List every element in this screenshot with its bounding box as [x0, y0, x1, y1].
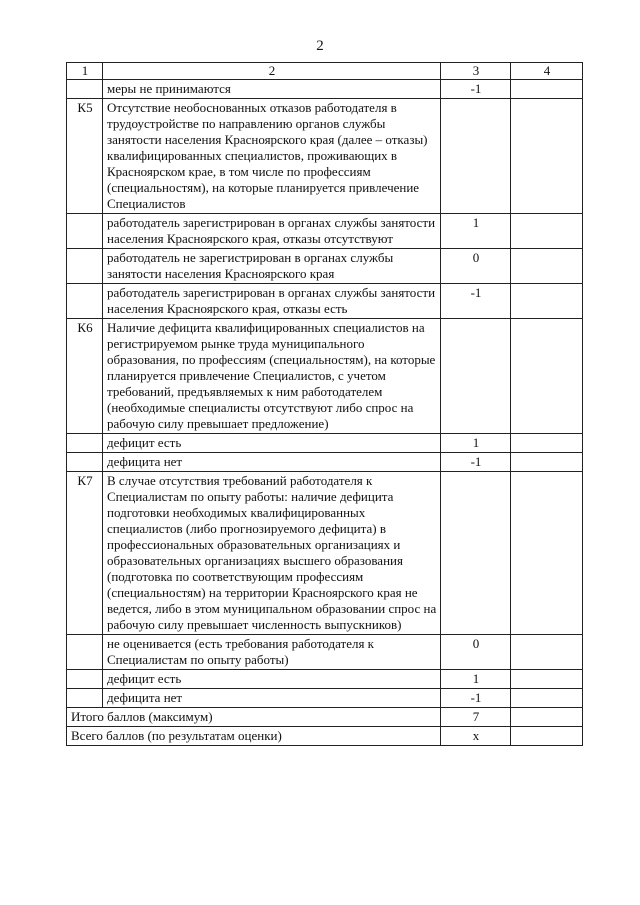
criterion-code [67, 214, 103, 249]
table-row [67, 472, 583, 635]
result-cell [511, 453, 583, 472]
criterion-code: К5 [67, 99, 103, 214]
table-row [67, 670, 583, 689]
result-cell [511, 472, 583, 635]
criterion-text: дефицита нет [103, 453, 441, 472]
score-cell: -1 [441, 453, 511, 472]
header-col-4: 4 [511, 63, 583, 80]
score-cell: 1 [441, 670, 511, 689]
total-label: Итого баллов (максимум) [67, 708, 441, 727]
table-row [67, 453, 583, 472]
score-cell [441, 99, 511, 214]
criterion-text: меры не принимаются [103, 80, 441, 99]
criterion-text: В случае отсутствия требований работодателя к Специалистам по опыту работы: наличие дефицита подготовки необходимых квалифицированных специалистов (либо прогнозируемого дефицита) в профессиональных образовательных организациях и образовательных организациях высшего образования (подготовка по соответствующим профессиям (специальностям) на территории Красноярского края не ведется, либо в этом муниципальном образовании спрос на рабочую силу превышает численность выпускников) [103, 472, 441, 635]
total-row [67, 708, 583, 727]
criterion-code [67, 249, 103, 284]
header-col-1: 1 [67, 63, 103, 80]
result-cell [511, 80, 583, 99]
total-result-cell [511, 708, 583, 727]
result-cell [511, 214, 583, 249]
result-cell [511, 99, 583, 214]
header-col-3: 3 [441, 63, 511, 80]
table-row [67, 214, 583, 249]
table-row [67, 319, 583, 434]
score-cell: 0 [441, 249, 511, 284]
table-row [67, 99, 583, 214]
table-row [67, 80, 583, 99]
total-score: x [441, 727, 511, 746]
criterion-text: Отсутствие необоснованных отказов работодателя в трудоустройстве по направлению органов службы занятости населения Красноярского края (далее – отказы) квалифицированных специалистов, проживающих в Красноярском крае, в том числе по профессиям (специальностям), на которые планируется привлечение Специалистов [103, 99, 441, 214]
score-cell: -1 [441, 284, 511, 319]
criterion-code: К6 [67, 319, 103, 434]
criterion-text: работодатель не зарегистрирован в органах службы занятости населения Красноярского края [103, 249, 441, 284]
total-result-cell [511, 727, 583, 746]
total-score: 7 [441, 708, 511, 727]
result-cell [511, 284, 583, 319]
criterion-code [67, 670, 103, 689]
result-cell [511, 670, 583, 689]
criterion-code: К7 [67, 472, 103, 635]
criterion-code [67, 689, 103, 708]
table-header-row [67, 63, 583, 80]
criterion-code [67, 434, 103, 453]
criterion-code [67, 635, 103, 670]
table-row [67, 635, 583, 670]
score-cell: -1 [441, 689, 511, 708]
result-cell [511, 635, 583, 670]
score-cell: 0 [441, 635, 511, 670]
result-cell [511, 689, 583, 708]
result-cell [511, 434, 583, 453]
criterion-text: не оценивается (есть требования работодателя к Специалистам по опыту работы) [103, 635, 441, 670]
header-col-2: 2 [103, 63, 441, 80]
score-cell: -1 [441, 80, 511, 99]
table-row [67, 689, 583, 708]
criterion-text: работодатель зарегистрирован в органах службы занятости населения Красноярского края, отказы отсутствуют [103, 214, 441, 249]
score-cell: 1 [441, 214, 511, 249]
table-row [67, 249, 583, 284]
total-label: Всего баллов (по результатам оценки) [67, 727, 441, 746]
page-number: 2 [316, 38, 324, 54]
result-cell [511, 249, 583, 284]
table-row [67, 434, 583, 453]
criterion-text: Наличие дефицита квалифицированных специалистов на регистрируемом рынке труда муниципального образования, по профессиям (специальностям), на которые планируется привлечение Специалистов, с учетом требований, предъявляемых к ним работодателем (необходимые специалисты отсутствуют либо спрос на рабочую силу превышает предложение) [103, 319, 441, 434]
criterion-text: дефицит есть [103, 434, 441, 453]
criterion-text: дефицит есть [103, 670, 441, 689]
criterion-code [67, 453, 103, 472]
total-row [67, 727, 583, 746]
table-row [67, 284, 583, 319]
criterion-text: работодатель зарегистрирован в органах службы занятости населения Красноярского края, отказы есть [103, 284, 441, 319]
score-cell [441, 472, 511, 635]
criteria-table [66, 62, 583, 746]
score-cell: 1 [441, 434, 511, 453]
criterion-text: дефицита нет [103, 689, 441, 708]
result-cell [511, 319, 583, 434]
criterion-code [67, 80, 103, 99]
score-cell [441, 319, 511, 434]
criterion-code [67, 284, 103, 319]
